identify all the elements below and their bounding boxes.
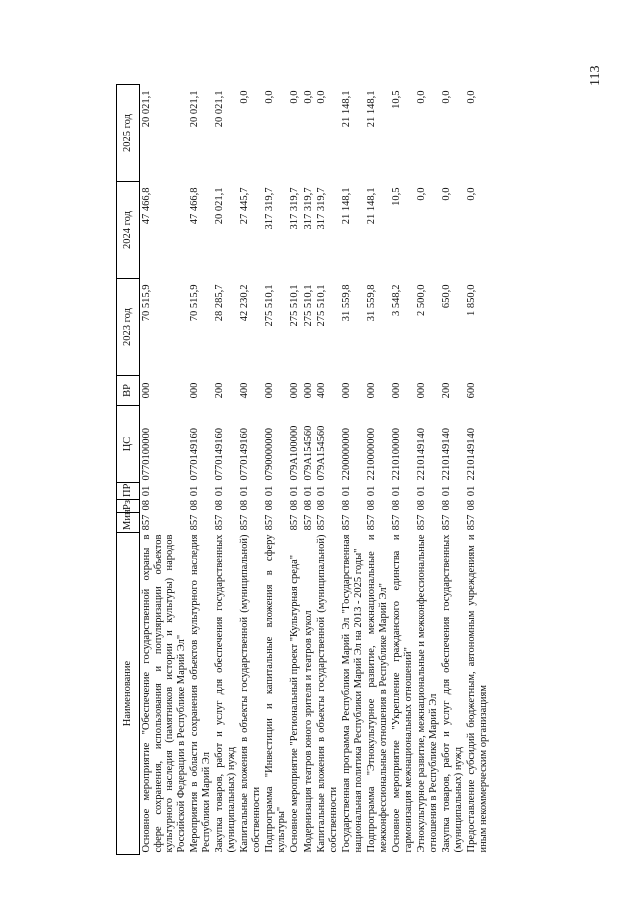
row-value-2025: 0,0 <box>466 90 477 104</box>
row-pr: 01 <box>239 485 250 497</box>
row-min: 857 <box>466 514 477 531</box>
page-number: 113 <box>588 65 603 86</box>
row-value-2024: 10,5 <box>391 187 402 206</box>
row-rz: 08 <box>239 500 250 511</box>
row-value-2025: 20 021,1 <box>189 90 200 128</box>
row-value-2023: 70 515,9 <box>189 284 200 322</box>
row-value-2025: 0,0 <box>289 90 300 104</box>
row-rz: 08 <box>316 500 327 511</box>
row-cs: 2210149140 <box>416 428 427 481</box>
row-value-2024: 317 319,7 <box>264 187 275 230</box>
row-rz: 08 <box>289 500 300 511</box>
row-name: Закупка товаров, работ и услуг для обеспечения государственных (муниципальных) нужд <box>441 534 464 853</box>
row-pr: 01 <box>214 485 225 497</box>
row-value-2024: 0,0 <box>416 187 427 201</box>
row-value-2023: 275 510,1 <box>264 284 275 327</box>
row-pr: 01 <box>391 485 402 497</box>
row-value-2024: 47 466,8 <box>189 187 200 225</box>
row-cs: 079A100000 <box>289 425 300 481</box>
row-name: Основное мероприятие "Региональный проект "Культурная среда" <box>289 554 300 853</box>
header-name: Наименование <box>117 533 140 855</box>
row-name: Капитальные вложения в объекты государственной (муниципальной) собственности <box>239 534 262 853</box>
row-vr: 000 <box>141 382 152 399</box>
row-rz: 08 <box>302 500 314 511</box>
row-value-2024: 317 319,7 <box>289 187 300 230</box>
row-value-2023: 275 510,1 <box>316 284 327 327</box>
row-vr: 000 <box>341 382 352 399</box>
row-cs: 2210000000 <box>366 428 377 481</box>
row-name: Капитальные вложения в объекты государственной (муниципальной) собственности <box>316 534 339 853</box>
header-2024: 2024 год <box>117 182 140 279</box>
row-pr: 01 <box>466 485 477 497</box>
header-vr: ВР <box>117 376 140 406</box>
row-vr: 000 <box>391 382 402 399</box>
row-name: Основное мероприятие "Обеспечение государственной охраны в сфере сохранения, использования и популяризации объектов культурного наследия (памятников истории и культуры) народов Российской Федерации в Республике Марий Эл" <box>141 534 187 853</box>
table-row <box>365 85 390 855</box>
row-cs: 0770149160 <box>189 428 200 481</box>
row-value-2023: 275 510,1 <box>289 284 300 327</box>
row-value-2023: 1 850,0 <box>466 284 477 316</box>
row-vr: 000 <box>416 382 427 399</box>
row-value-2024: 47 466,8 <box>141 187 152 225</box>
row-name: Государственная программа Республики Марий Эл "Государственная национальная политика Республики Марий Эл на 2013 - 2025 годы" <box>341 534 364 853</box>
row-value-2024: 317 319,7 <box>316 187 327 230</box>
row-value-2025: 0,0 <box>441 90 452 104</box>
row-cs: 0770149160 <box>214 428 225 481</box>
row-vr: 200 <box>214 382 225 399</box>
row-value-2025: 20 021,1 <box>141 90 152 128</box>
row-cs: 0770149160 <box>239 428 250 481</box>
row-value-2023: 275 510,1 <box>302 284 314 327</box>
row-min: 857 <box>289 514 300 531</box>
row-vr: 000 <box>366 382 377 399</box>
row-value-2025: 0,0 <box>264 90 275 104</box>
header-2025: 2025 год <box>117 85 140 182</box>
budget-table <box>116 84 490 855</box>
row-value-2023: 31 559,8 <box>366 284 377 322</box>
row-value-2024: 21 148,1 <box>366 187 377 225</box>
row-value-2023: 3 548,2 <box>391 284 402 316</box>
table-row <box>340 85 365 855</box>
row-value-2025: 21 148,1 <box>366 90 377 128</box>
row-value-2025: 21 148,1 <box>341 90 352 128</box>
row-vr: 000 <box>189 382 200 399</box>
table-row <box>390 85 415 855</box>
header-rz: Рз <box>117 500 140 513</box>
row-cs: 2210149140 <box>441 428 452 481</box>
row-cs: 2210149140 <box>466 428 477 481</box>
table-row <box>263 85 288 855</box>
row-min: 857 <box>441 514 452 531</box>
row-pr: 01 <box>366 485 377 497</box>
row-value-2024: 317 319,7 <box>302 187 314 230</box>
header-min: Мин <box>117 513 140 533</box>
table-row <box>238 85 263 855</box>
row-rz: 08 <box>264 500 275 511</box>
row-rz: 08 <box>391 500 402 511</box>
row-value-2025: 0,0 <box>302 90 314 104</box>
row-value-2023: 2 500,0 <box>416 284 427 316</box>
table-row <box>465 85 490 855</box>
row-value-2023: 31 559,8 <box>341 284 352 322</box>
row-value-2025: 0,0 <box>416 90 427 104</box>
row-rz: 08 <box>189 500 200 511</box>
row-min: 857 <box>391 514 402 531</box>
row-pr: 01 <box>264 485 275 497</box>
row-rz: 08 <box>214 500 225 511</box>
row-value-2025: 0,0 <box>239 90 250 104</box>
row-name: Закупка товаров, работ и услуг для обеспечения государственных (муниципальных) нужд <box>214 534 237 853</box>
row-vr: 000 <box>264 382 275 399</box>
row-name: Этнокультурное развитие, межнациональные и межконфессиональные отношения в Республике Марий Эл <box>416 534 439 853</box>
row-min: 857 <box>141 514 152 531</box>
row-cs: 2210100000 <box>391 428 402 481</box>
row-name: Основное мероприятие "Укрепление гражданского единства и гармонизация межнациональных отношений" <box>391 534 414 853</box>
row-value-2024: 27 445,7 <box>239 187 250 225</box>
row-min: 857 <box>302 514 314 531</box>
row-vr: 400 <box>316 382 327 399</box>
row-vr: 200 <box>441 382 452 399</box>
table-row <box>440 85 465 855</box>
table-row <box>188 85 213 855</box>
table-row <box>302 85 316 855</box>
row-value-2024: 0,0 <box>441 187 452 201</box>
table-header-row <box>117 85 140 855</box>
header-pr: ПР <box>117 483 140 500</box>
row-name: Предоставление субсидий бюджетным, автономным учреждениям и иным некоммерческим организациям <box>466 534 489 853</box>
row-rz: 08 <box>366 500 377 511</box>
row-pr: 01 <box>441 485 452 497</box>
table-body <box>140 85 491 855</box>
row-rz: 08 <box>466 500 477 511</box>
table-row <box>315 85 340 855</box>
row-value-2024: 21 148,1 <box>341 187 352 225</box>
row-value-2023: 70 515,9 <box>141 284 152 322</box>
header-cs: ЦС <box>117 406 140 483</box>
row-min: 857 <box>239 514 250 531</box>
row-pr: 01 <box>302 485 314 497</box>
row-min: 857 <box>316 514 327 531</box>
row-cs: 0770100000 <box>141 428 152 481</box>
row-pr: 01 <box>416 485 427 497</box>
row-name: Мероприятия в области сохранения объектов культурного наследия Республики Марий Эл <box>189 534 212 853</box>
row-value-2023: 42 230,2 <box>239 284 250 322</box>
budget-table-rotated <box>116 85 556 855</box>
row-vr: 000 <box>302 382 314 399</box>
row-pr: 01 <box>316 485 327 497</box>
table-row <box>288 85 302 855</box>
row-rz: 08 <box>441 500 452 511</box>
row-min: 857 <box>416 514 427 531</box>
row-cs: 079A154560 <box>316 425 327 481</box>
row-rz: 08 <box>141 500 152 511</box>
row-name: Подпрограмма "Этнокультурное развитие, межнациональные и межконфессиональные отношения в Республике Марий Эл" <box>366 534 389 853</box>
row-rz: 08 <box>416 500 427 511</box>
row-vr: 400 <box>239 382 250 399</box>
row-name: Подпрограмма "Инвестиции и капитальные вложения в сферу культуры" <box>264 534 287 853</box>
row-value-2025: 0,0 <box>316 90 327 104</box>
row-vr: 600 <box>466 382 477 399</box>
row-rz: 08 <box>341 500 352 511</box>
row-min: 857 <box>264 514 275 531</box>
row-pr: 01 <box>289 485 300 497</box>
row-value-2025: 20 021,1 <box>214 90 225 128</box>
row-name: Модернизация театров юного зрителя и театров кукол <box>302 610 314 853</box>
table-row <box>213 85 238 855</box>
row-pr: 01 <box>341 485 352 497</box>
row-cs: 079A154560 <box>302 425 314 481</box>
row-vr: 000 <box>289 382 300 399</box>
row-min: 857 <box>341 514 352 531</box>
header-2023: 2023 год <box>117 279 140 376</box>
row-cs: 2200000000 <box>341 428 352 481</box>
row-value-2025: 10,5 <box>391 90 402 109</box>
row-cs: 0790000000 <box>264 428 275 481</box>
row-pr: 01 <box>141 485 152 497</box>
row-min: 857 <box>214 514 225 531</box>
table-row <box>140 85 189 855</box>
row-min: 857 <box>189 514 200 531</box>
row-value-2024: 20 021,1 <box>214 187 225 225</box>
row-value-2024: 0,0 <box>466 187 477 201</box>
row-value-2023: 28 285,7 <box>214 284 225 322</box>
row-value-2023: 650,0 <box>441 284 452 309</box>
table-row <box>415 85 440 855</box>
row-pr: 01 <box>189 485 200 497</box>
row-min: 857 <box>366 514 377 531</box>
